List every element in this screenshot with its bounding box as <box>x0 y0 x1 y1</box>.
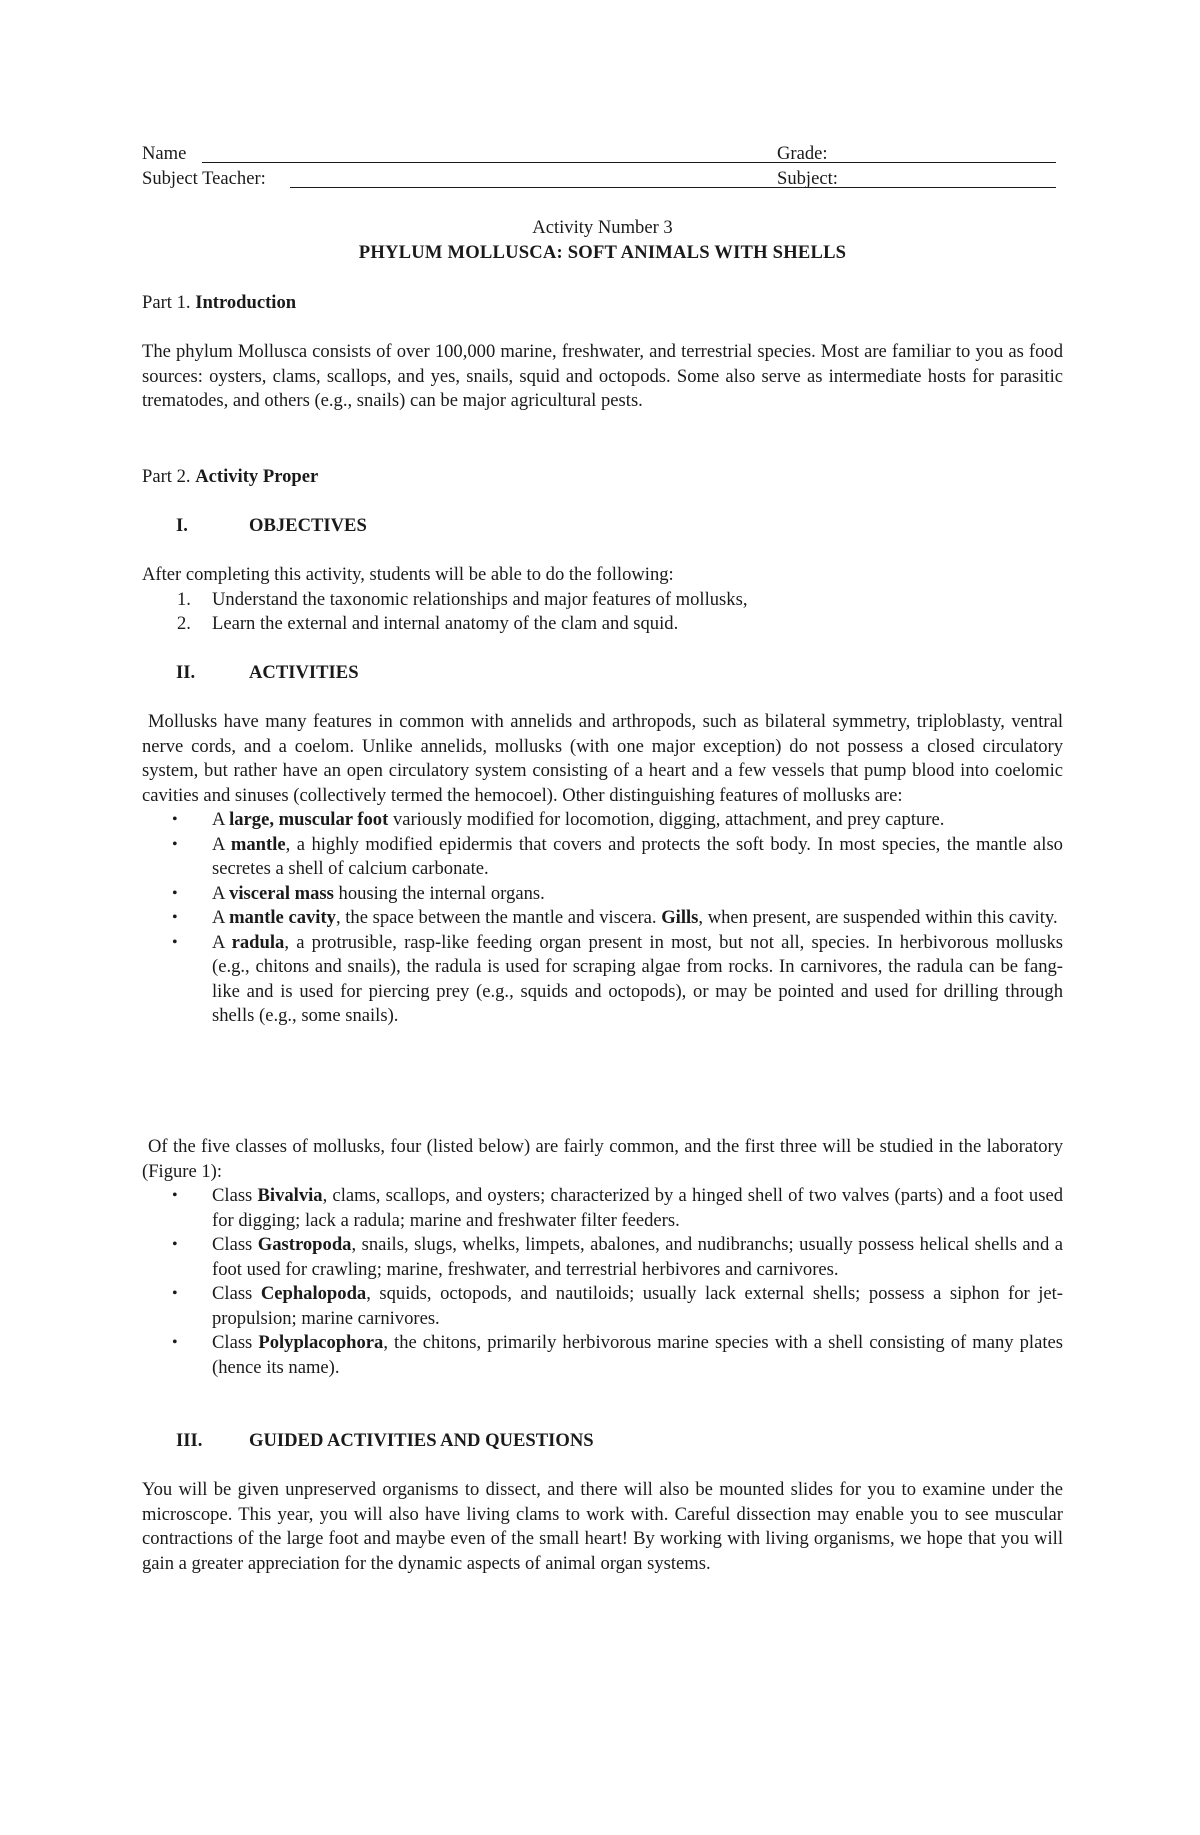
classes-list <box>142 1184 1063 1380</box>
bullet-icon: • <box>172 1334 178 1351</box>
grade-label: Grade: <box>777 143 828 164</box>
part1-prefix: Part 1. <box>142 292 191 313</box>
list-item: • Class Gastropoda, snails, slugs, whelks, limpets, abalones, and nudibranchs; usually possess helical shells and a foot used for crawling; marine, freshwater, and terrestrial herbivores and carnivores. <box>172 1234 1063 1280</box>
bullet-icon: • <box>172 933 178 951</box>
part1-title: Introduction <box>195 292 297 313</box>
bullet-icon: • <box>172 884 178 902</box>
list-item: • A large, muscular foot variously modified for locomotion, digging, attachment, and prey capture. <box>142 808 1063 833</box>
bullet-icon: • <box>172 1285 178 1302</box>
activities-title: ACTIVITIES <box>249 662 359 683</box>
name-grade-row <box>142 142 1063 168</box>
objectives-title: OBJECTIVES <box>249 515 367 536</box>
bullet-icon: • <box>172 1236 178 1253</box>
list-item: • A radula, a protrusible, rasp-like feeding organ present in most, but not all, species. In herbivorous mollusks (e.g., chitons and snails), the radula is used for scraping algae from rocks. In carnivores, the radula can be fang-like and is used for piercing prey (e.g., squids and octopods), or may be pointed and used for drilling through shells (e.g., some snails). <box>172 931 1063 1026</box>
guided-title: GUIDED ACTIVITIES AND QUESTIONS <box>249 1430 594 1451</box>
teacher-subject-row <box>142 167 1063 193</box>
list-item: • A visceral mass housing the internal organs. <box>142 882 1063 907</box>
grade-field-line[interactable] <box>839 162 1056 163</box>
list-item: 2. Learn the external and internal anatomy of the clam and squid. <box>177 613 679 634</box>
activities-paragraph: Mollusks have many features in common with annelids and arthropods, such as bilateral symmetry, triploblasty, ventral nerve cords, and a coelom. Unlike annelids, mollusks (with one major exception) do not possess a closed circulatory system, but rather have an open circulatory system consisting of a heart and a few vessels that pump blood into coelomic cavities and sinuses (collectively termed the hemocoel). Other distinguishing features of mollusks are: <box>142 711 1063 806</box>
objectives-heading <box>176 514 367 539</box>
bullet-icon: • <box>172 909 178 926</box>
part2-heading <box>142 465 1063 490</box>
classes-block <box>142 1135 1063 1380</box>
list-item: 1. Understand the taxonomic relationships and major features of mollusks, <box>177 588 748 610</box>
guided-heading <box>176 1429 594 1454</box>
part2-title: Activity Proper <box>195 466 319 487</box>
page-title: PHYLUM MOLLUSCA: SOFT ANIMALS WITH SHELLS <box>358 242 847 263</box>
activity-number: Activity Number 3 <box>532 217 673 238</box>
subject-teacher-label: Subject Teacher: <box>142 168 266 189</box>
subject-label: Subject: <box>777 168 838 189</box>
features-list <box>142 808 1063 1029</box>
objectives-intro: After completing this activity, students will be able to do the following: <box>142 564 674 585</box>
activities-block <box>142 710 1063 1029</box>
list-item: • Class Cephalopoda, squids, octopods, and nautiloids; usually lack external shells; possess a siphon for jet-propulsion; marine carnivores. <box>172 1283 1063 1329</box>
list-item: • Class Bivalvia, clams, scallops, and oysters; characterized by a hinged shell of two valves (parts) and a foot used for digging; lack a radula; marine and freshwater filter feeders. <box>172 1185 1063 1231</box>
name-label: Name <box>142 143 187 164</box>
bullet-icon: • <box>172 811 178 828</box>
introduction-paragraph: The phylum Mollusca consists of over 100,000 marine, freshwater, and terrestrial species. Most are familiar to you as food sources: oysters, clams, scallops, and yes, snails, squid and octopods. Some also serve as intermediate hosts for parasitic trematodes, and others (e.g., snails) can be major agricultural pests. <box>142 341 1063 411</box>
part2-prefix: Part 2. <box>142 466 191 487</box>
bullet-icon: • <box>172 1187 178 1204</box>
bullet-icon: • <box>172 835 178 853</box>
objectives-list <box>142 588 1063 637</box>
list-item: • Class Polyplacophora, the chitons, primarily herbivorous marine species with a shell consisting of many plates (hence its name). <box>172 1332 1063 1378</box>
list-item: • A mantle cavity, the space between the mantle and viscera. Gills, when present, are suspended within this cavity. <box>142 906 1063 931</box>
list-item: • A mantle, a highly modified epidermis that covers and protects the soft body. In most species, the mantle also secretes a shell of calcium carbonate. <box>172 833 1063 879</box>
classes-intro: Of the five classes of mollusks, four (listed below) are fairly common, and the first three will be studied in the laboratory (Figure 1): <box>142 1136 1063 1182</box>
activities-heading <box>176 661 359 686</box>
name-field-line[interactable] <box>202 162 871 163</box>
part1-heading <box>142 291 1063 316</box>
objectives-number: I. <box>176 515 188 536</box>
subject-field-line[interactable] <box>849 187 1056 188</box>
guided-paragraph: You will be given unpreserved organisms to dissect, and there will also be mounted slides for you to examine under the microscope. This year, you will also have living clams to work with. Careful dissection may enable you to see muscular contractions of the large foot and maybe even of the small heart! By working with living organisms, we hope that you will gain a greater appreciation for the dynamic aspects of animal organ systems. <box>142 1479 1063 1574</box>
objectives-block <box>142 563 1063 637</box>
activities-number: II. <box>176 662 196 683</box>
guided-number: III. <box>176 1430 203 1451</box>
